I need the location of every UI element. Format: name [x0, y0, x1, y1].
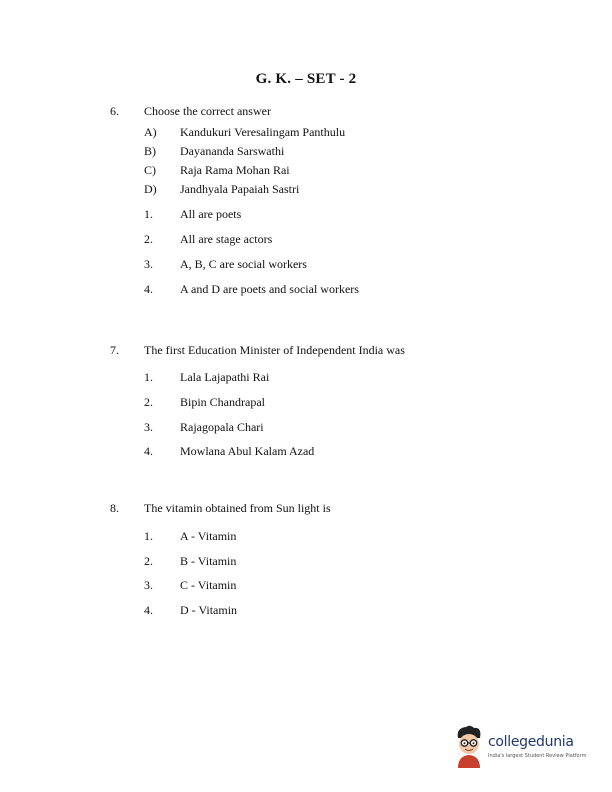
option-text: Rajagopala Chari — [180, 420, 264, 434]
option-text: All are poets — [180, 207, 242, 221]
logo-tagline: India's largest Student Review Platform — [488, 753, 587, 759]
option-label: 4. — [144, 444, 153, 458]
option-text: Bipin Chandrapal — [180, 395, 265, 409]
question-text: The first Education Minister of Independent India was — [144, 343, 405, 357]
question-number: 6. — [110, 104, 119, 118]
option-text: A, B, C are social workers — [180, 257, 307, 271]
option-text: B - Vitamin — [180, 554, 237, 568]
statement-label: A) — [144, 125, 157, 139]
option-label: 2. — [144, 232, 153, 246]
option-text: D - Vitamin — [180, 603, 238, 617]
question-text: Choose the correct answer — [144, 104, 271, 118]
page-title: G. K. – SET - 2 — [255, 71, 357, 87]
question-text: The vitamin obtained from Sun light is — [144, 501, 331, 515]
option-text: Lala Lajapathi Rai — [180, 370, 270, 384]
option-text: Mowlana Abul Kalam Azad — [180, 444, 315, 458]
logo-name: collegedunia — [488, 734, 574, 750]
option-label: 3. — [144, 420, 153, 434]
statement-label: C) — [144, 163, 156, 177]
option-label: 1. — [144, 207, 153, 221]
option-label: 2. — [144, 554, 153, 568]
statement-label: D) — [144, 182, 157, 196]
question-number: 8. — [110, 501, 119, 515]
option-text: A and D are poets and social workers — [180, 282, 359, 296]
option-label: 4. — [144, 603, 153, 617]
mascot-icon — [452, 724, 486, 768]
statement-text: Jandhyala Papaiah Sastri — [180, 182, 300, 196]
question-number: 7. — [110, 343, 119, 357]
option-text: C - Vitamin — [180, 578, 237, 592]
statement-text: Kandukuri Veresalingam Panthulu — [180, 125, 346, 139]
statement-label: B) — [144, 144, 156, 158]
option-text: A - Vitamin — [180, 529, 237, 543]
option-label: 3. — [144, 578, 153, 592]
statement-text: Dayananda Sarswathi — [180, 144, 285, 158]
statement-text: Raja Rama Mohan Rai — [180, 163, 290, 177]
option-text: All are stage actors — [180, 232, 273, 246]
option-label: 3. — [144, 257, 153, 271]
option-label: 4. — [144, 282, 153, 296]
option-label: 1. — [144, 370, 153, 384]
option-label: 1. — [144, 529, 153, 543]
option-label: 2. — [144, 395, 153, 409]
collegedunia-logo — [452, 724, 600, 770]
